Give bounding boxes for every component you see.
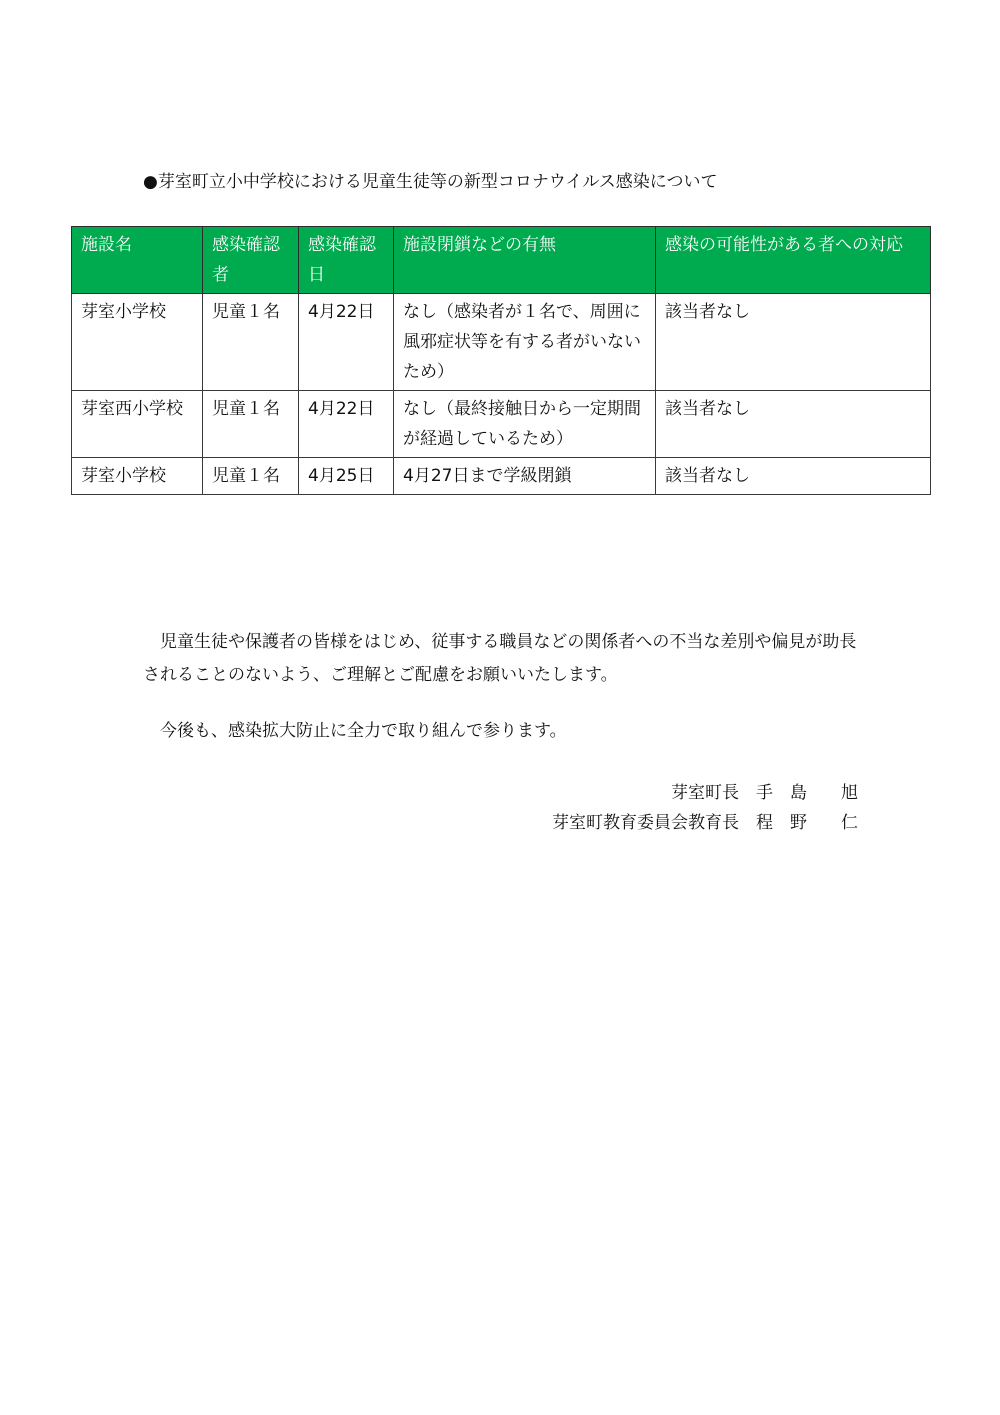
header-contact-response: 感染の可能性がある者への対応	[656, 227, 931, 294]
header-facility-closure: 施設閉鎖などの有無	[394, 227, 656, 294]
table-row	[72, 391, 931, 458]
signature-block	[480, 778, 858, 838]
header-confirmed-person: 感染確認者	[203, 227, 299, 294]
notice-paragraph-discrimination: 児童生徒や保護者の皆様をはじめ、従事する職員などの関係者への不当な差別や偏見が助長されることのないよう、ご理解とご配慮をお願いいたします。	[143, 632, 857, 685]
signature-mayor: 芽室町長 手 島 旭	[671, 783, 858, 803]
cell-confirmed-date: 4月22日	[299, 294, 394, 391]
cell-facility-closure: 4月27日まで学級閉鎖	[394, 458, 656, 495]
cell-facility-closure: なし（感染者が１名で、周囲に風邪症状等を有する者がいないため）	[394, 294, 656, 391]
cell-confirmed-person: 児童１名	[203, 391, 299, 458]
cell-facility-name: 芽室小学校	[72, 294, 203, 391]
cell-facility-closure: なし（最終接触日から一定期間が経過しているため）	[394, 391, 656, 458]
page-heading: ●芽室町立小中学校における児童生徒等の新型コロナウイルス感染について	[143, 172, 718, 192]
cell-contact-response: 該当者なし	[656, 391, 931, 458]
notice-paragraph-prevention: 今後も、感染拡大防止に全力で取り組んで参ります。	[160, 721, 567, 741]
table-row	[72, 294, 931, 391]
cell-confirmed-date: 4月22日	[299, 391, 394, 458]
notice-text	[143, 626, 873, 748]
signature-superintendent: 芽室町教育委員会教育長 程 野 仁	[552, 813, 858, 833]
cell-confirmed-person: 児童１名	[203, 458, 299, 495]
cell-facility-name: 芽室小学校	[72, 458, 203, 495]
cell-facility-name: 芽室西小学校	[72, 391, 203, 458]
cell-confirmed-person: 児童１名	[203, 294, 299, 391]
table-row	[72, 458, 931, 495]
infection-table	[71, 226, 931, 495]
cell-confirmed-date: 4月25日	[299, 458, 394, 495]
cell-contact-response: 該当者なし	[656, 458, 931, 495]
header-facility-name: 施設名	[72, 227, 203, 294]
cell-contact-response: 該当者なし	[656, 294, 931, 391]
header-confirmed-date: 感染確認日	[299, 227, 394, 294]
table-header-row	[72, 227, 931, 294]
